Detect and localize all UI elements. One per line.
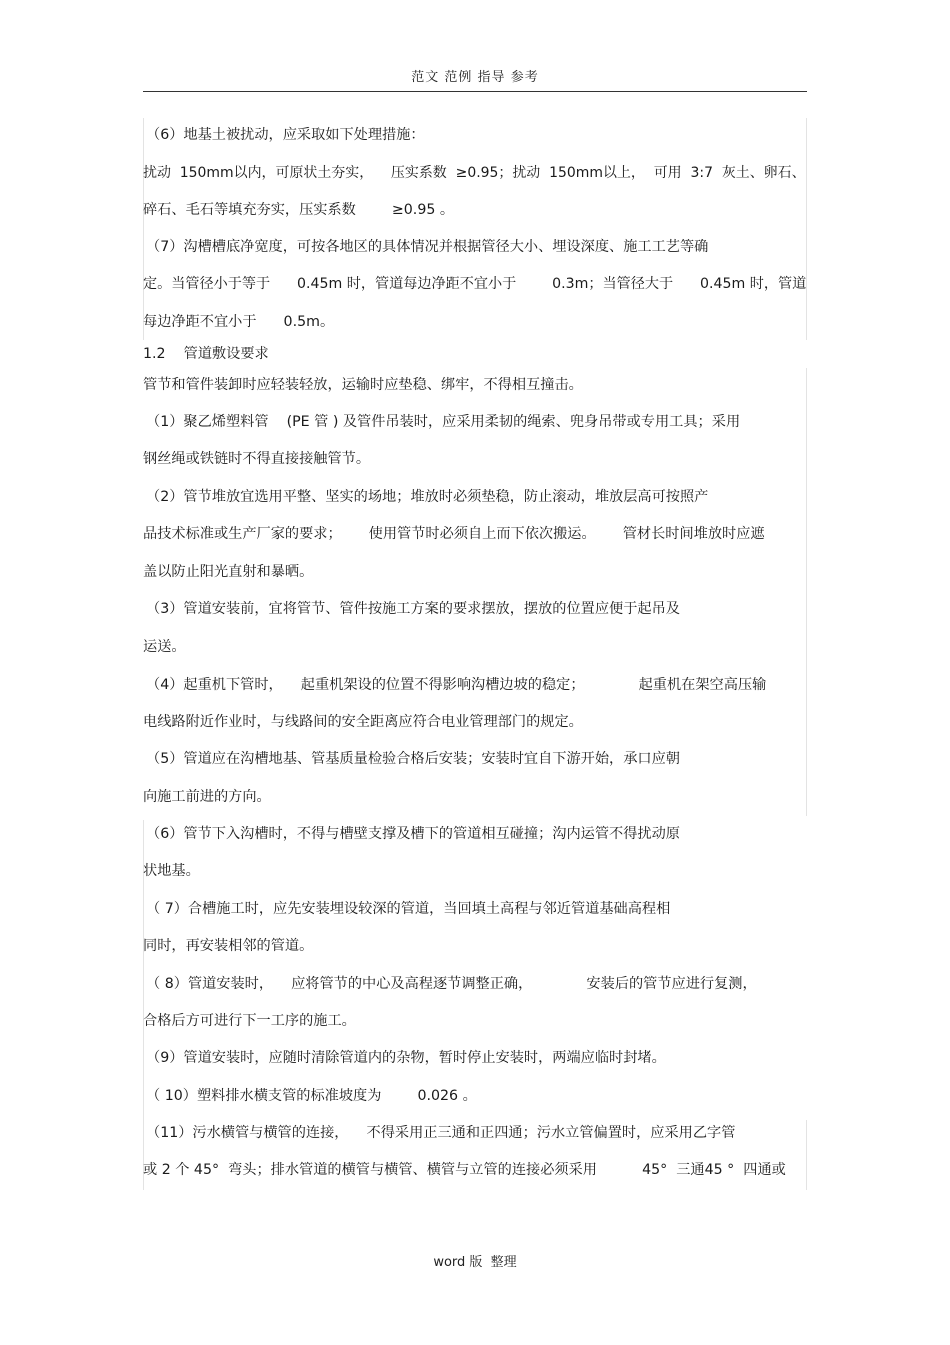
text-line: 状地基。 — [143, 863, 200, 879]
text-line: 钢丝绳或铁链时不得直接接触管节。 — [143, 451, 371, 467]
text-line: （2）管节堆放宜选用平整、坚实的场地；堆放时必须垫稳，防止滚动，堆放层高可按照产 — [146, 489, 709, 505]
text-box-edge — [806, 368, 807, 816]
text-line: 同时，再安装相邻的管道。 — [143, 938, 314, 954]
text-line: 盖以防止阳光直射和暴晒。 — [143, 564, 314, 580]
text-line: 向施工前进的方向。 — [143, 789, 271, 805]
text-line: 扰动 150mm以内，可原状土夯实， 压实系数 ≥0.95；扰动 150mm以上， 可用 3:7 灰土、卵石、 — [143, 165, 806, 181]
text-line: （ 8）管道安装时， 应将管节的中心及高程逐节调整正确， 安装后的管节应进行复测， — [146, 976, 757, 992]
text-line: 碎石、毛石等填充夯实，压实系数 ≥0.95 。 — [143, 202, 455, 218]
text-line: （1）聚乙烯塑料管 (PE 管 ) 及管件吊装时，应采用柔韧的绳索、兜身吊带或专用工具；采用 — [146, 414, 741, 430]
text-line: （3）管道安装前，宜将管节、管件按施工方案的要求摆放，摆放的位置应便于起吊及 — [146, 601, 680, 617]
text-line: 定。当管径小于等于 0.45m 时，管道每边净距不宜小于 0.3m；当管径大于 0.45m 时，管道 — [143, 276, 807, 292]
text-line: 管节和管件装卸时应轻装轻放，运输时应垫稳、绑牢，不得相互撞击。 — [143, 377, 583, 393]
text-line: 或 2 个 45° 弯头；排水管道的横管与横管、横管与立管的连接必须采用 45° 三通45 ° 四通或 — [143, 1162, 786, 1178]
text-line: 运送。 — [143, 639, 186, 655]
text-line: （ 7）合槽施工时，应先安装埋设较深的管道，当回填土高程与邻近管道基础高程相 — [146, 901, 671, 917]
text-line: （7）沟槽槽底净宽度，可按各地区的具体情况并根据管径大小、埋设深度、施工工艺等确 — [146, 239, 709, 255]
page-footer: word 版 整理 — [433, 1255, 517, 1270]
text-box-edge — [806, 118, 807, 340]
text-line: （6）管节下入沟槽时，不得与槽壁支撑及槽下的管道相互碰撞；沟内运管不得扰动原 — [146, 826, 680, 842]
page-header: 范文 范例 指导 参考 — [411, 70, 539, 85]
text-line: 品技术标准或生产厂家的要求； 使用管节时必须自上而下依次搬运。 管材长时间堆放时应遮 — [143, 526, 765, 542]
text-line: （5）管道应在沟槽地基、管基质量检验合格后安装；安装时宜自下游开始，承口应朝 — [146, 751, 680, 767]
text-line: （9）管道安装时，应随时清除管道内的杂物，暂时停止安装时，两端应临时封堵。 — [146, 1050, 666, 1066]
text-line: （4）起重机下管时， 起重机架设的位置不得影响沟槽边坡的稳定； 起重机在架空高压输 — [146, 677, 767, 693]
text-box-edge — [143, 118, 144, 340]
text-line: 合格后方可进行下一工序的施工。 — [143, 1013, 356, 1029]
text-line: 电线路附近作业时，与线路间的安全距离应符合电业管理部门的规定。 — [143, 714, 583, 730]
section-heading: 1.2 管道敷设要求 — [143, 346, 269, 362]
header-divider — [143, 91, 807, 92]
text-line: 每边净距不宜小于 0.5m。 — [143, 314, 335, 330]
text-line: （6）地基土被扰动，应采取如下处理措施： — [146, 127, 425, 143]
text-line: （11）污水横管与横管的连接， 不得采用正三通和正四通；污水立管偏置时，应采用乙字管 — [146, 1125, 736, 1141]
text-line: （ 10）塑料排水横支管的标准坡度为 0.026 。 — [146, 1088, 477, 1104]
text-box-edge — [806, 1120, 807, 1190]
